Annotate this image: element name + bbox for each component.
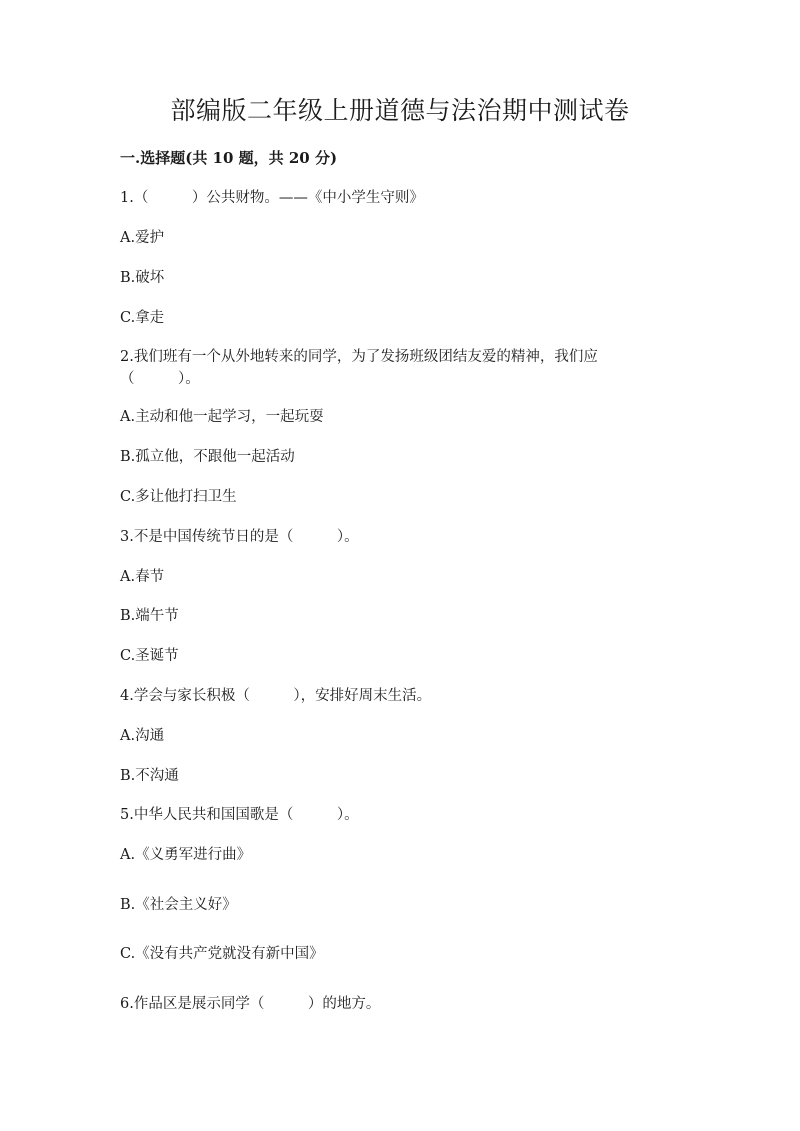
question-6-stem: 6.作品区是展示同学（ ）的地方。 bbox=[120, 996, 381, 1012]
question-1-stem: 1.（ ）公共财物。——《中小学生守则》 bbox=[120, 190, 424, 206]
question-4-stem: 4.学会与家长积极（ ），安排好周末生活。 bbox=[120, 688, 432, 704]
question-5-option-a: A.《义勇军进行曲》 bbox=[120, 847, 252, 863]
question-3-option-a: A.春节 bbox=[120, 569, 165, 585]
question-5-stem: 5.中华人民共和国国歌是（ ）。 bbox=[120, 807, 359, 823]
question-2-option-c: C.多让他打扫卫生 bbox=[120, 489, 237, 505]
page-title: 部编版二年级上册道德与法治期中测试卷 bbox=[170, 96, 630, 125]
question-3-stem: 3.不是中国传统节日的是（ ）。 bbox=[120, 529, 359, 545]
question-3-option-b: B.端午节 bbox=[120, 608, 179, 624]
question-5-option-c: C.《没有共产党就没有新中国》 bbox=[120, 946, 324, 962]
question-1-option-a: A.爱护 bbox=[120, 230, 165, 246]
question-2-stem-line-2: （ ）。 bbox=[120, 371, 200, 387]
question-2-option-a: A.主动和他一起学习，一起玩耍 bbox=[120, 409, 324, 425]
question-4-option-a: A.沟通 bbox=[120, 728, 165, 744]
question-3-option-c: C.圣诞节 bbox=[120, 648, 179, 664]
question-2-option-b: B.孤立他，不跟他一起活动 bbox=[120, 449, 295, 465]
question-1-option-c: C.拿走 bbox=[120, 310, 165, 326]
question-5-option-b: B.《社会主义好》 bbox=[120, 897, 237, 913]
question-4-option-b: B.不沟通 bbox=[120, 768, 179, 784]
question-2-stem-line-1: 2.我们班有一个从外地转来的同学，为了发扬班级团结友爱的精神，我们应 bbox=[120, 349, 598, 365]
section-header: 一.选择题(共 10 题，共 20 分) bbox=[120, 149, 338, 167]
question-1-option-b: B.破坏 bbox=[120, 270, 165, 286]
